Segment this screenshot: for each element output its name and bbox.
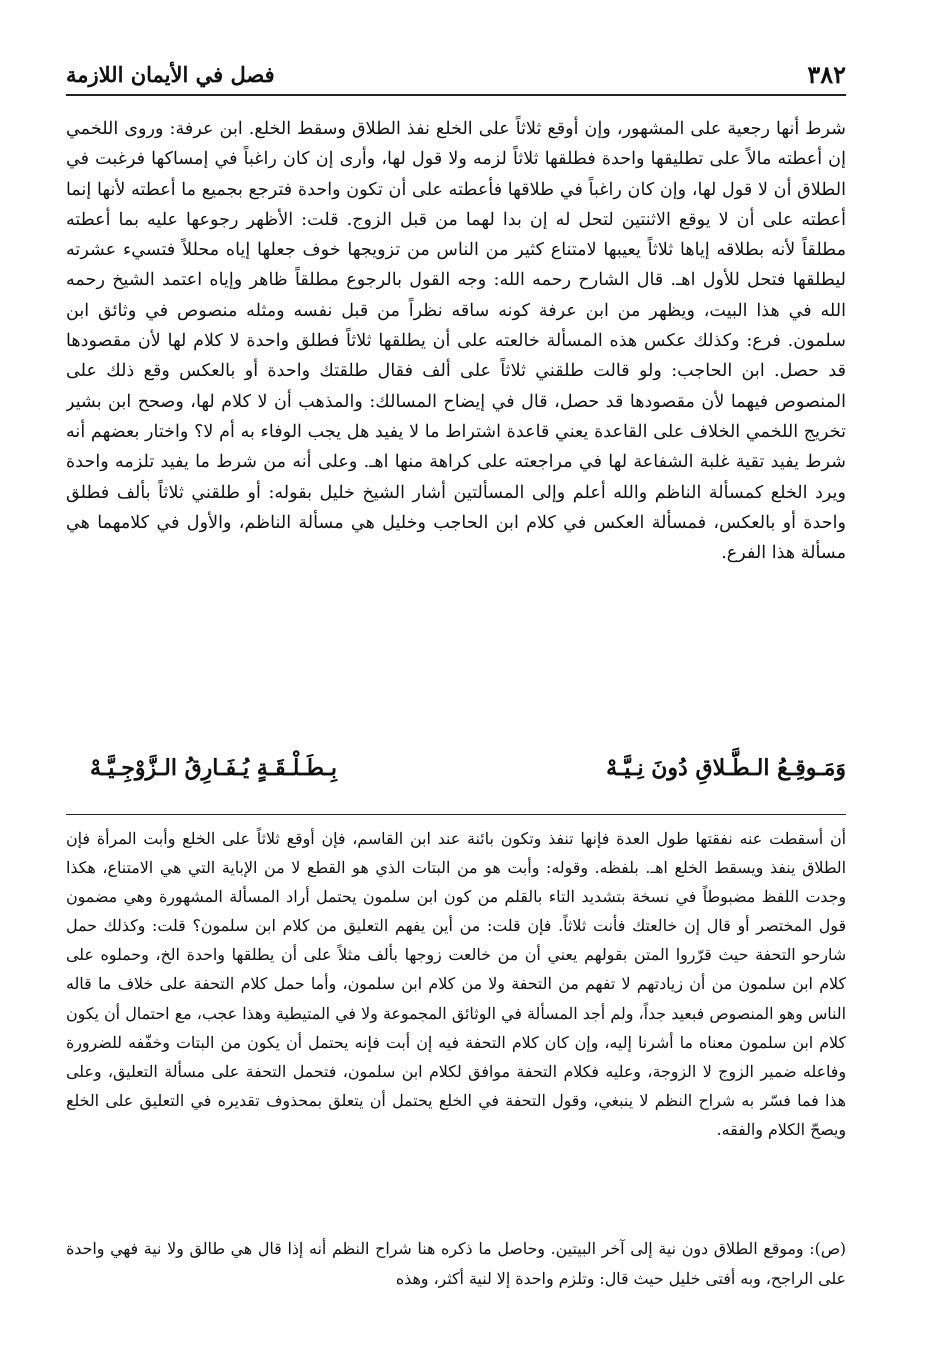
verse-second-hemistich: بِـطَـلْـقَـةٍ يُـفَـارِقُ الـزَّوْجِـيَّـهْ <box>90 755 337 781</box>
book-page <box>66 48 846 1338</box>
footnote-divider <box>66 814 846 815</box>
page-header <box>66 58 846 94</box>
page-number: ٣٨٢ <box>807 60 846 89</box>
footnote-paragraph: أن أسقطت عنه نفقتها طول العدة فإنها تنفذ وتكون بائنة عند ابن القاسم، فإن أوقع ثلاثاً على الخلع وأبت المرأة فإن الطلاق ينفذ ويسقط الخلع اهـ. بلفظه. وقوله: وأبت هو من البتات الذي هو القطع لا من الإباية التي هي الامتناع، هكذا وجدت اللفظ مضبوطاً في نسخة بتشديد التاء بالقلم من كون ابن سلمون يحتمل أراد المسألة المشهورة وهي مضمون قول المختصر أو قال إن خالعتك فأنت ثلاثاً. فإن قلت: من أين يفهم التعليق من كلام ابن سلمون؟ قلت: وكذلك حمل شارحو التحفة حيث قرّروا المتن بقولهم يعني أن من خالعت زوجها بألف مثلاً على أن يطلقها واحدة الخ، وحملوه على كلام ابن سلمون من أن زيادتهم لا تفهم من التحفة ولا من كلام ابن سلمون، وأما حمل كلام التحفة على خلاف ما قاله الناس وهو المنصوص فبعيد جداً، ولم أجد المسألة في الوثائق المجموعة ولا في المتيطية وهذا عجب، مع احتمال أن يكون كلام ابن سلمون معناه ما أشرنا إليه، وإن كان كلام التحفة فيه إن أبت فإنه يحتمل أن يكون من البتات وخفّفه للضرورة وفاعله ضمير الزوج لا الزوجة، وعليه فكلام التحفة موافق لكلام ابن سلمون، فتحمل التحفة على مسألة التعليق، وعلى هذا فما فسّر به شراح النظم لا ينبغي، وقول التحفة في الخلع يحتمل أن يتعلق بمحذوف تقديره في التعليق على الخلع ويصحّ الكلام والفقه. <box>66 829 846 1139</box>
header-divider <box>66 94 846 96</box>
main-text <box>66 114 846 744</box>
commentary <box>66 1234 846 1308</box>
running-title: فصل في الأيمان اللازمة <box>66 62 275 87</box>
commentary-paragraph: (ص): وموقع الطلاق دون نية إلى آخر البيتين. وحاصل ما ذكره هنا شراح النظم أنه إذا قال هي طالق ولا نية فهي واحدة على الراجح، وبه أفتى خليل حيث قال: وتلزم واحدة إلا لنية أكثر، وهذه <box>66 1239 846 1288</box>
main-paragraph: شرط أنها رجعية على المشهور، وإن أوقع ثلاثاً على الخلع نفذ الطلاق وسقط الخلع. ابن عرفة: وروى اللخمي إن أعطته مالاً على تطليقها واحدة فطلقها ثلاثاً لزمه ولا قول لها، وأرى إن كان راغباً في إمساكها فرغبت في الطلاق أن لا قول لها، وإن كان راغباً في طلاقها فأعطته على أن تكون واحدة فترجع بجميع ما أعطته لأنها إنما أعطته على أن لا يوقع الاثنتين لتحل له إن بدا لهما من قبل الزوج. قلت: الأظهر رجوعها عليه بما أعطته مطلقاً لأنه بطلاقه إياها ثلاثاً يعيبها لامتناع كثير من الناس من تزويجها خوف جعلها إياه محللاً فتسيء عشرته ليطلقها فتحل للأول اهـ. قال الشارح رحمه الله: وجه القول بالرجوع مطلقاً ظاهر وإياه اعتمد الشيخ رحمه الله في هذا البيت، ويظهر من ابن عرفة كونه ساقه نظراً من قبل نفسه ومثله منصوص في وثائق ابن سلمون. فرع: وكذلك عكس هذه المسألة خالعته على أن يطلقها ثلاثاً فطلق واحدة لا كلام لها لأن مقصودها قد حصل. ابن الحاجب: ولو قالت طلقني ثلاثاً على ألف فقال طلقتك واحدة أو بالعكس وقع ذلك على المنصوص فيهما لأن مقصودها قد حصل، قال في إيضاح المسالك: والمذهب أن لا كلام لها، وصحح ابن بشير تخريج اللخمي الخلاف على القاعدة يعني قاعدة اشتراط ما لا يفيد هل يجب الوفاء به أم لا؟ واختار بعضهم أنه شرط يفيد تقية غلبة الشفاعة لها في مراجعته على كراهة منها اهـ. وعلى أنه من شرط ما يفيد تلزمه واحدة ويرد الخلع كمسألة الناظم والله أعلم وإلى المسألتين أشار الشيخ خليل بقوله: أو طلقني ثلاثاً بألف فطلق واحدة أو بالعكس، فمسألة العكس في كلام ابن الحاجب وخليل هي مسألة الناظم، والأول في كلامهما هي مسألة هذا الفرع. <box>66 119 846 564</box>
footnote <box>66 824 846 1224</box>
poem-verse <box>90 748 846 788</box>
verse-first-hemistich: وَمَـوقِـعُ الـطَّـلاقِ دُونَ نِـيَّـهْ <box>606 755 846 781</box>
